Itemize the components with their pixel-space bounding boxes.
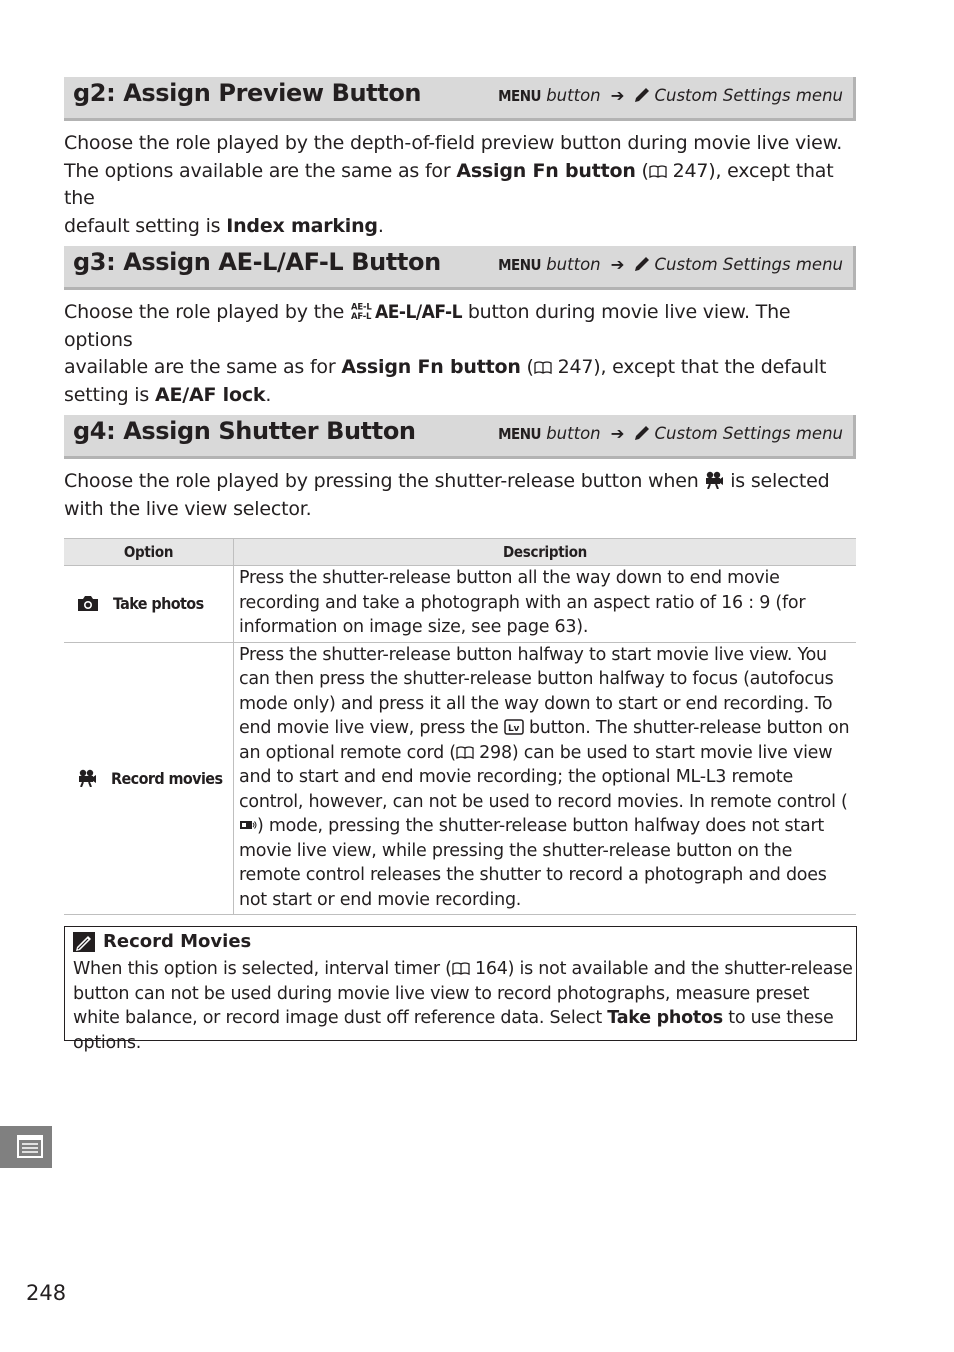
movie-camera-icon: [77, 769, 97, 787]
menu-button-label: MENU: [498, 87, 541, 105]
page-number: 248: [26, 1281, 67, 1305]
note-body: When this option is selected, interval timer ( 164) is not available and the shutter-release button can not be used during movie live view to record photographs, measure preset white balance, or record image dust off reference data. Select Take photos to use these options.: [73, 959, 853, 1053]
paragraph-g4: [64, 468, 864, 523]
section-header-g3: [64, 246, 856, 290]
column-header-description: Description: [234, 539, 857, 566]
camera-icon: [77, 595, 99, 612]
book-icon: [534, 361, 552, 374]
menu-path: [498, 424, 843, 443]
text-line: available are the same as for Assign Fn button ( 247), except that the default: [64, 356, 827, 378]
setting-name: AE/AF lock: [154, 383, 266, 406]
options-table: [64, 538, 856, 915]
setting-name: Take photos: [607, 1008, 723, 1028]
pencil-icon: [634, 256, 650, 272]
section-title: g3: Assign AE-L/AF-L Button: [73, 248, 441, 276]
nav-button-text: button: [540, 255, 601, 274]
text-line: Choose the role played by the depth-of-field preview button during movie live view.: [64, 132, 843, 154]
table-row: [64, 566, 856, 643]
description-cell: Press the shutter-release button halfway to start movie live view. You can then press the shutter-release button halfway to focus (autofocus mode only) and press it all the way down to start or end recording. To end movie live view, press the Lv button. The shutter-release button on an optional remote cord ( 298) can be used to start movie live view and to start and end movie recording; the optional ML-L3 remote control, however, can not be used to record movies. In remote control () mode, pressing the shutter-release button halfway does not start movie live view, while pressing the shutter-release button on the remote control releases the shutter to record a photograph and does not start or end movie recording.: [234, 642, 857, 915]
note-title: [73, 931, 251, 952]
text-line: default setting is Index marking.: [64, 214, 384, 237]
option-label: Record movies: [111, 768, 223, 788]
description-cell: Press the shutter-release button all the way down to end movie recording and take a photograph with an aspect ratio of 16 : 9 (for information on image size, see page 63).: [234, 566, 857, 643]
option-cell: [64, 642, 234, 915]
text-line: setting is AE/AF lock.: [64, 383, 272, 406]
option-cell: [64, 566, 234, 643]
book-icon: [649, 165, 667, 178]
nav-menu-text: Custom Settings menu: [654, 255, 843, 274]
section-header-g2: [64, 77, 856, 121]
menu-list-icon: [0, 1126, 52, 1168]
menu-button-label: MENU: [498, 256, 541, 274]
note-box: [64, 926, 857, 1053]
remote-control-icon: [239, 819, 257, 831]
svg-text:AE-L: AE-L: [351, 302, 372, 313]
pencil-icon: [634, 425, 650, 441]
text-line: Choose the role played by the AE-L AF-L AE-L/AF-L button during movie live view. The options: [64, 301, 791, 351]
setting-name: Assign Fn button: [341, 356, 521, 378]
nav-menu-text: Custom Settings menu: [654, 86, 843, 105]
book-icon: [452, 962, 470, 975]
text-line: Choose the role played by pressing the shutter-release button when is selected: [64, 470, 830, 492]
book-icon: [456, 746, 474, 759]
live-view-button-icon: [504, 719, 524, 735]
column-header-option: Option: [64, 539, 234, 566]
arrow-right-icon: ➔: [610, 255, 625, 274]
nav-button-text: button: [540, 424, 601, 443]
section-title: g2: Assign Preview Button: [73, 79, 422, 107]
menu-guide-tab: [0, 1126, 52, 1168]
note-icon: [73, 932, 95, 952]
table-header-row: [64, 539, 856, 566]
menu-path: [498, 255, 843, 274]
menu-button-label: MENU: [498, 425, 541, 443]
svg-text:AF-L: AF-L: [351, 312, 372, 321]
text-line: The options available are the same as for Assign Fn button ( 247), except that the: [64, 159, 834, 209]
setting-name: Assign Fn button: [456, 159, 636, 182]
option-label: Take photos: [113, 594, 204, 614]
menu-path: [498, 86, 843, 105]
table-row: [64, 642, 856, 915]
button-name: AE-L/AF-L: [375, 301, 462, 323]
arrow-right-icon: ➔: [610, 86, 625, 105]
paragraph-g2: [64, 130, 864, 240]
text-line: with the live view selector.: [64, 497, 312, 520]
svg-text:Lv: Lv: [507, 724, 519, 734]
section-title: g4: Assign Shutter Button: [73, 417, 416, 445]
pencil-icon: [634, 87, 650, 103]
setting-name: Index marking: [226, 214, 378, 237]
ae-l-af-l-button-icon: [350, 301, 372, 321]
movie-camera-icon: [704, 471, 724, 489]
section-header-g4: [64, 415, 856, 459]
paragraph-g3: [64, 299, 864, 409]
nav-menu-text: Custom Settings menu: [654, 424, 843, 443]
arrow-right-icon: ➔: [610, 424, 625, 443]
nav-button-text: button: [540, 86, 601, 105]
note-title-text: Record Movies: [103, 931, 252, 952]
